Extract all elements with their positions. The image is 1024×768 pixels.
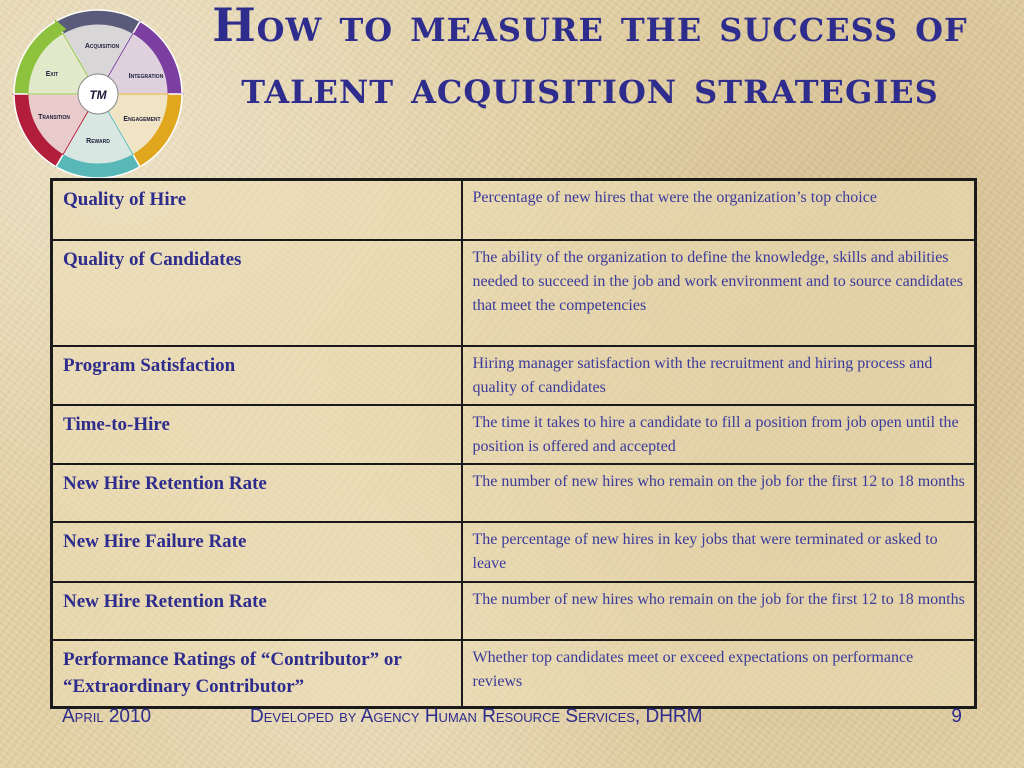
metric-description: Percentage of new hires that were the organization’s top choice	[472, 189, 877, 206]
metric-description: Whether top candidates meet or exceed expectations on performance reviews	[472, 648, 914, 690]
table-row	[52, 180, 976, 240]
metric-name: Program Satisfaction	[63, 354, 236, 376]
metric-name: New Hire Failure Rate	[63, 530, 247, 552]
description-cell	[462, 346, 976, 405]
wheel-label-transition: Transition	[38, 114, 70, 121]
metric-name: Quality of Candidates	[63, 248, 242, 270]
description-cell	[462, 240, 976, 346]
wheel-label-reward: Reward	[86, 138, 110, 145]
slide-footer	[62, 706, 962, 730]
wheel-graphic	[6, 4, 190, 184]
metric-description: The number of new hires who remain on the job for the first 12 to 18 months	[472, 472, 965, 490]
metric-name: Time-to-Hire	[63, 413, 170, 435]
table-row	[52, 346, 976, 405]
description-cell	[462, 640, 976, 708]
table-row	[52, 405, 976, 464]
page-number: 9	[951, 706, 962, 727]
table-row	[52, 522, 976, 582]
table-row	[52, 582, 976, 640]
metric-description: The time it takes to hire a candidate to fill a position from job open until the position is offered and accepted	[472, 413, 959, 455]
wheel-label-exit: Exit	[45, 71, 59, 78]
metric-cell	[52, 582, 462, 640]
wheel-label-engagement: Engagement	[123, 116, 161, 123]
metric-cell	[52, 522, 462, 582]
metric-cell	[52, 240, 462, 346]
table-row	[52, 640, 976, 708]
metric-name: Quality of Hire	[63, 189, 187, 210]
wheel-label-acquisition: Acquisition	[84, 43, 120, 50]
metric-description: Hiring manager satisfaction with the recruitment and hiring process and quality of candidates	[472, 354, 933, 396]
table-row	[52, 240, 976, 346]
metric-description: The number of new hires who remain on the job for the first 12 to 18 months	[472, 590, 965, 608]
description-cell	[462, 180, 976, 240]
metrics-table	[50, 178, 977, 709]
description-cell	[462, 405, 976, 464]
description-cell	[462, 582, 976, 640]
description-cell	[462, 522, 976, 582]
description-cell	[462, 464, 976, 522]
metric-cell	[52, 346, 462, 405]
footer-date: April 2010	[62, 706, 152, 727]
metric-cell	[52, 405, 462, 464]
talent-management-wheel-logo	[6, 4, 190, 184]
metric-description: The percentage of new hires in key jobs that were terminated or asked to leave	[472, 530, 938, 572]
wheel-center-label: TM	[89, 88, 107, 102]
metric-name: New Hire Retention Rate	[63, 472, 267, 494]
metric-name: Performance Ratings of “Contributor” or “Extraordinary Contributor”	[63, 648, 402, 697]
page-title: How to measure the success of talent acquisition strategies	[212, 0, 968, 114]
metric-cell	[52, 180, 462, 240]
wheel-label-integration: Integration	[128, 73, 164, 80]
metric-description: The ability of the organization to define the knowledge, skills and abilities needed to succeed in the job and work environment and to source candidates that meet the competencies	[472, 248, 963, 314]
metric-cell	[52, 464, 462, 522]
metric-cell	[52, 640, 462, 708]
metric-name: New Hire Retention Rate	[63, 590, 267, 612]
table-row	[52, 464, 976, 522]
footer-credit: Developed by Agency Human Resource Services, DHRM	[250, 706, 703, 727]
